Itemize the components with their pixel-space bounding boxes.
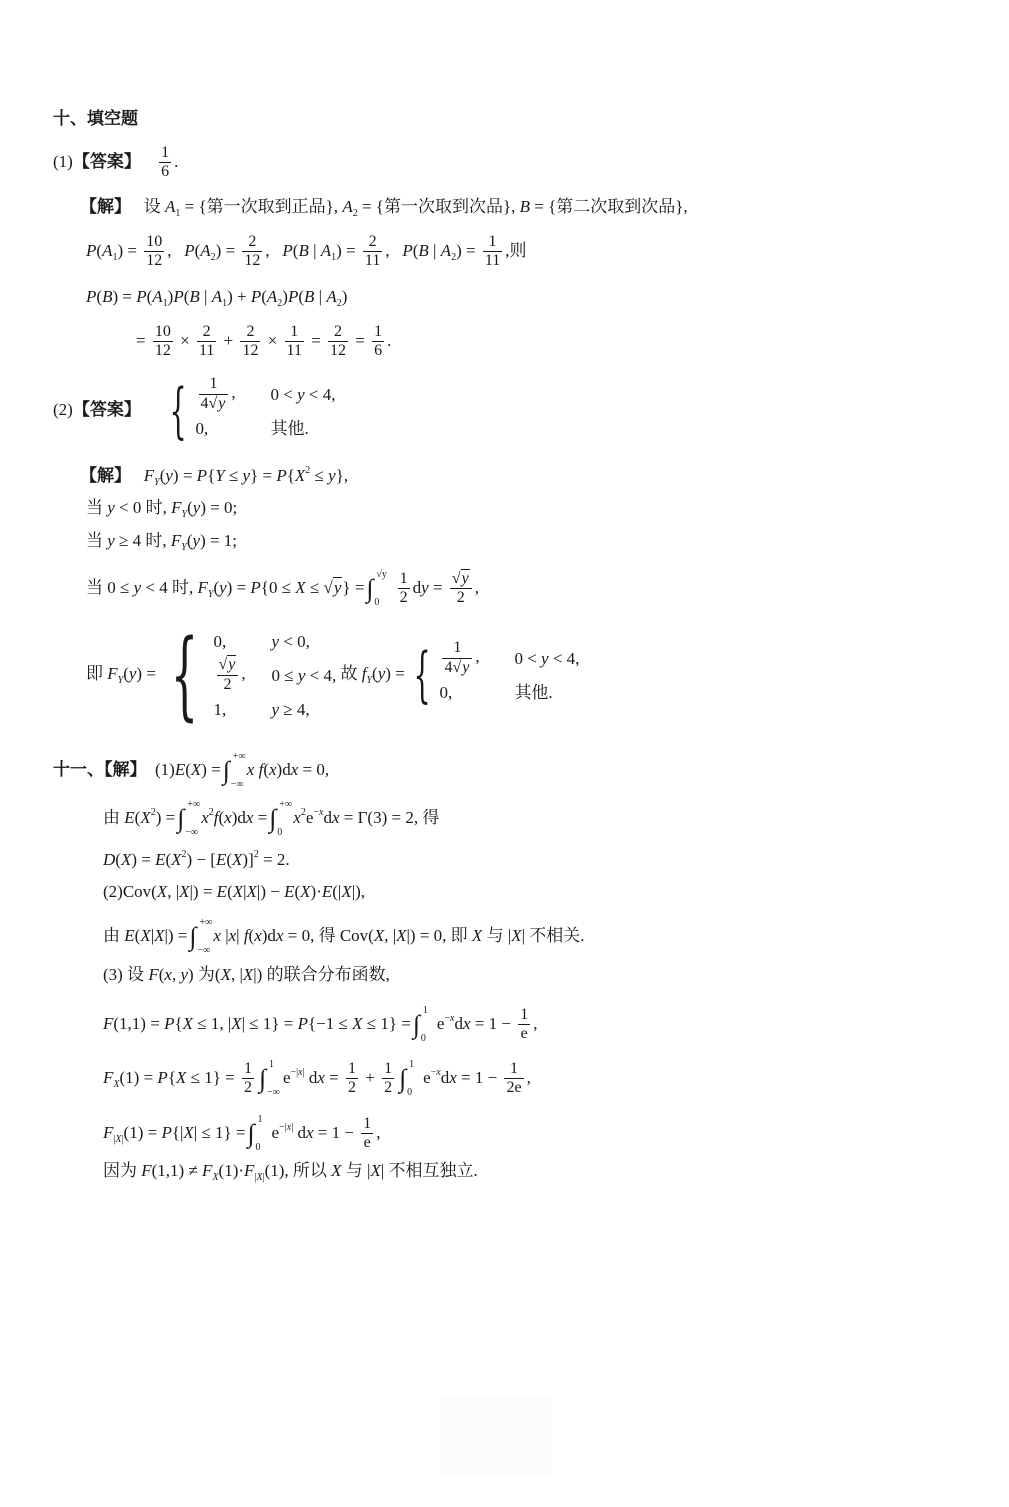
left-brace: { bbox=[169, 376, 187, 446]
q2-solution-line-4: 当 0 ≤ y < 4 时, $F_Y(y) = P\{0 \le X \le √y\}$ =∫ √y 0 $\frac{1}{2}$ dy = $\frac{√y}{2}$ , bbox=[86, 568, 479, 608]
answer-tag: 【答案】 bbox=[72, 151, 141, 172]
answer-tag: 【答案】 bbox=[72, 399, 141, 420]
section-title-11: 十一、 bbox=[53, 759, 104, 780]
section11-line-9: $F_{|X|}(1) = P\{|X| \le 1\}$ =∫ 1 0 $e^{-|x|}$ dx = 1 − $\frac{1}{e}$ , bbox=[103, 1113, 381, 1153]
left-brace: { bbox=[170, 619, 199, 731]
section11-line-7: F(1,1) = P{X ≤ 1, |X| ≤ 1} = P{−1 ≤ X ≤ 1} =∫ 1 0 $e^{-x}dx = 1$ − $\frac{1}{e}$ , bbox=[103, 1004, 538, 1044]
cdf-cases: 0, y < 0, $\frac{√y}{2}$ , 0 ≤ y < 4, 1, y ≥ 4, bbox=[213, 631, 337, 719]
q1-answer-line: (1)【答案】 $\frac{1}{6}$ . bbox=[53, 144, 179, 181]
q2-answer-cases: $\frac{1}{4√y}$ , 0 < y < 4, 0, 其他. bbox=[195, 375, 336, 438]
q2-solution-line-1: 【解】 $F_Y(y) = P\{Y \le y\} = P\{X^2 \le y\}$, bbox=[80, 465, 349, 488]
section11-line-8: $F_X(1) = P\{X \le 1\}$ = $\frac{1}{2}$ ∫ 1 −∞ $e^{-|x|}$ dx = $\frac{1}{2}$ + $\frac{1}{2}$ ∫ 1 0 $e^{-x}dx = 1$ − $\frac{1}{2e}$ , bbox=[103, 1058, 531, 1098]
q1-probabilities: $P(A_1)$ = $\frac{10}{12}$ , $P(A_2)$ = $\frac{2}{12}$ , P(B | $A_1$) = $\frac{2}{11}$ , P(B | $A_2$) = $\frac{1}{11}$ ,则 bbox=[86, 233, 527, 270]
section11-line-6: (3) 设 F(x, y) 为(X, |X|) 的联合分布函数, bbox=[103, 965, 390, 984]
section11-line-10: 因为 $F(1,1) \ne F_X(1)\cdot F_{|X|}(1)$, 所以 X 与 |X| 不相互独立. bbox=[103, 1161, 478, 1183]
q1-total-probability: $P(B) = P(A_1)P(B$ | $A_1) + P(A_2)P(B$ | $A_2$) bbox=[86, 287, 348, 309]
q1-result: = $\frac{10}{12}$ × $\frac{2}{11}$ + $\frac{2}{12}$ × $\frac{1}{11}$ = $\frac{2}{12}$ = $\frac{1}{6}$ . bbox=[136, 323, 392, 360]
solution-tag: 【解】 bbox=[80, 466, 131, 486]
section-title-10: 十、填空题 bbox=[53, 109, 138, 129]
section11-line-2: 由 $E(X^2)$ =∫ +∞ −∞ $x^2f(x)dx$ =∫ +∞ 0 $x^2e^{-x}dx = \Gamma(3) = 2$, 得 bbox=[103, 799, 440, 838]
q1-label: (1) bbox=[53, 151, 73, 171]
q1-solution-setup: 【解】 设 $A_1$ = {第一次取到正品}, $A_2$ = {第一次取到次品}, B = {第二次取到次品}, bbox=[80, 197, 688, 219]
q2-cdf-pdf-cases: 即 $F_Y(y)$ = { 0, y < 0, $\frac{√y}{2}$ , 0 ≤ y < 4, 1, y ≥ 4, 故 $f_Y(y)$ = { $\frac{1}{4√y}$ , 0 < y < 4, 0, 其他. bbox=[86, 619, 580, 731]
solution-tag: 【解】 bbox=[104, 759, 147, 780]
section11-line-4: (2)Cov(X, |X|) = E(X|X|) − E(X)·E(|X|), bbox=[103, 882, 366, 901]
text-ze: 则 bbox=[509, 240, 527, 260]
section11-line-5: 由 E(X|X|) =∫ +∞ −∞ x |x| f(x)dx = 0, 得 Cov(X, |X|) = 0, 即 X 与 |X| 不相关. bbox=[103, 917, 585, 956]
section11-line-3: $D(X) = E(X^2) - [E(X)]^2 = 2$. bbox=[103, 849, 290, 869]
pdf-cases: $\frac{1}{4√y}$ , 0 < y < 4, 0, 其他. bbox=[439, 639, 580, 702]
q2-answer-line bbox=[53, 377, 336, 445]
q2-solution-line-3: 当 y ≥ 4 时, $F_Y(y) = 1$; bbox=[86, 531, 238, 553]
q2-solution-line-2: 当 y < 0 时, $F_Y(y) = 0$; bbox=[86, 498, 238, 520]
scan-artifact bbox=[440, 1395, 552, 1477]
q2-label: (2) bbox=[53, 399, 73, 419]
solution-tag: 【解】 bbox=[80, 197, 131, 217]
left-brace: { bbox=[413, 640, 431, 710]
q1-answer-fraction: $\frac{1}{6}$ bbox=[161, 144, 170, 181]
section11-line-1: 十一、【解】 (1)E(X) =∫ +∞ −∞ x f(x)dx = 0, bbox=[53, 751, 330, 790]
